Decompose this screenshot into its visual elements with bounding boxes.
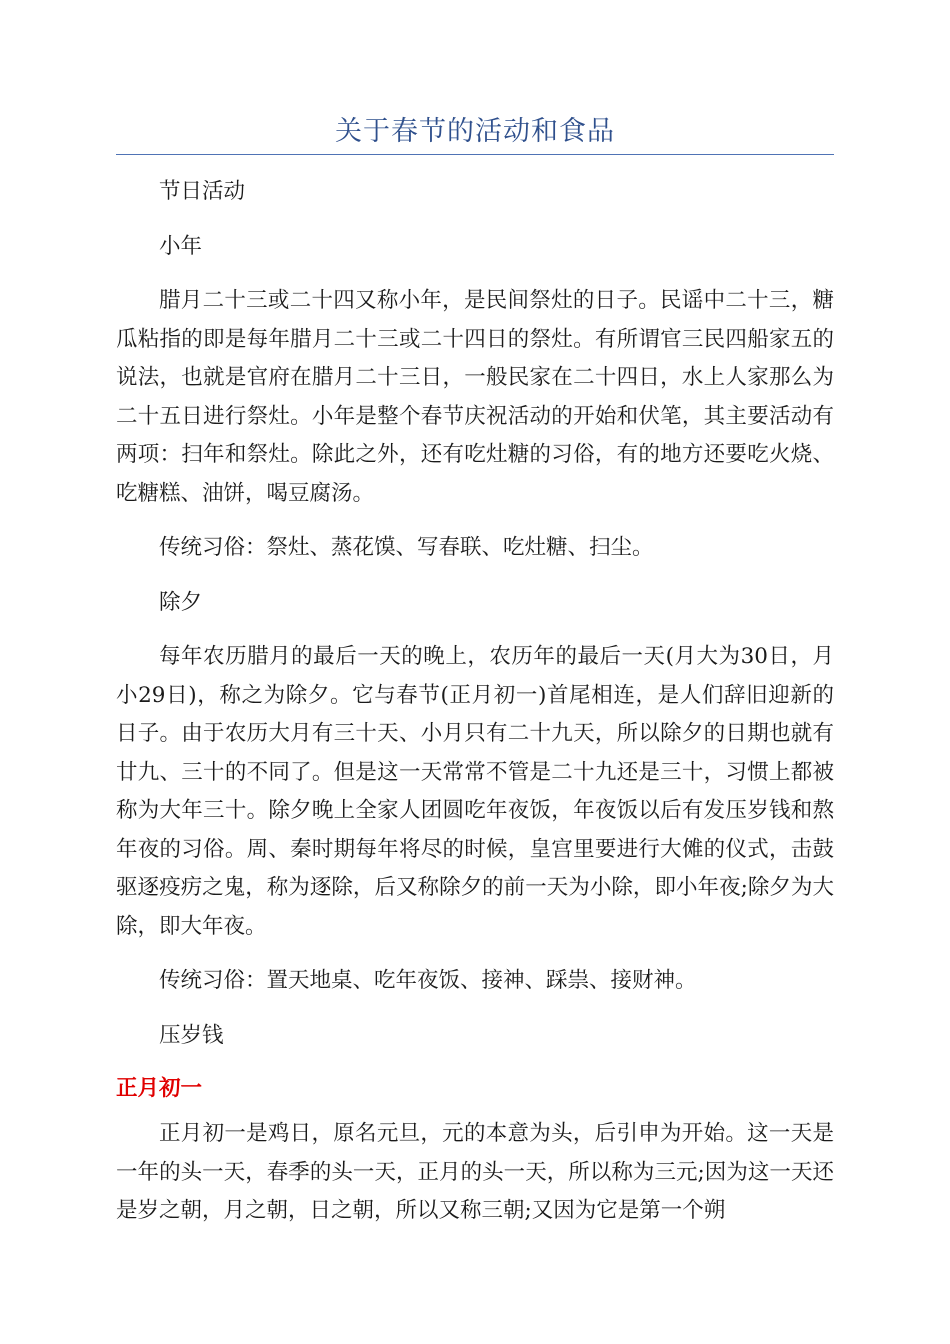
document-body bbox=[116, 173, 834, 1247]
customs-chuxi: 传统习俗：置天地桌、吃年夜饭、接神、踩祟、接财神。 bbox=[159, 968, 697, 993]
heading-zhengyue-chuyi: 正月初一 bbox=[116, 1076, 203, 1101]
document-title: 关于春节的活动和食品 bbox=[335, 116, 615, 147]
heading-yasuiqian: 压岁钱 bbox=[159, 1022, 224, 1048]
heading-chuxi: 除夕 bbox=[159, 589, 203, 615]
heading-xiaonian: 小年 bbox=[159, 233, 203, 259]
customs-xiaonian: 传统习俗：祭灶、蒸花馍、写春联、吃灶糖、扫尘。 bbox=[159, 535, 654, 560]
title-underline bbox=[116, 154, 834, 155]
paragraph-chuxi: 每年农历腊月的最后一天的晚上，农历年的最后一天(月大为30日，月小29日)，称之为除夕。它与春节(正月初一)首尾相连，是人们辞旧迎新的日子。由于农历大月有三十天、小月只有二十九天，所以除夕的日期也就有廿九、三十的不同了。但是这一天常常不管是二十九还是三十，习惯上都被称为大年三十。除夕晚上全家人团圆吃年夜饭，年夜饭以后有发压岁钱和熬年夜的习俗。周、秦时期每年将尽的时候，皇宫里要进行大傩的仪式，击鼓驱逐疫疠之鬼，称为逐除，后又称除夕的前一天为小除，即小年夜;除夕为大除，即大年夜。 bbox=[116, 644, 834, 939]
paragraph-zhengyue-chuyi: 正月初一是鸡日，原名元旦，元的本意为头，后引申为开始。这一天是一年的头一天，春季的头一天，正月的头一天，所以称为三元;因为这一天还是岁之朝，月之朝，日之朝，所以又称三朝;又因为它是第一个朔 bbox=[116, 1121, 834, 1223]
section-label: 节日活动 bbox=[159, 179, 246, 204]
paragraph-xiaonian: 腊月二十三或二十四又称小年，是民间祭灶的日子。民谣中二十三，糖瓜粘指的即是每年腊月二十三或二十四日的祭灶。有所谓官三民四船家五的说法，也就是官府在腊月二十三日，一般民家在二十四日，水上人家那么为二十五日进行祭灶。小年是整个春节庆祝活动的开始和伏笔，其主要活动有两项：扫年和祭灶。除此之外，还有吃灶糖的习俗，有的地方还要吃火烧、吃糖糕、油饼，喝豆腐汤。 bbox=[116, 288, 834, 506]
